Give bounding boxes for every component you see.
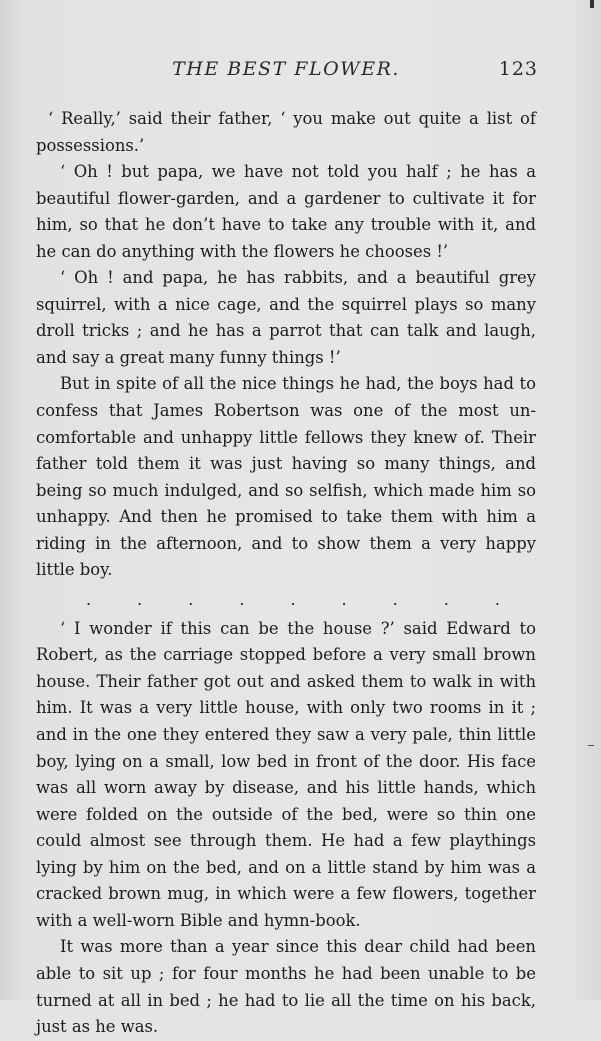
paragraph: ‘ I wonder if this can be the house ?’ said Edward to Robert, as the carriage stopped before a very small brown house. Their father got out and asked them to walk in with him. It was a very little house, with only two rooms in it ; and in the one they entered they saw a very pale, thin little boy, lying on a small, low bed in front of the door. His face was all worn away by disease, and his little hands, which were folded on the outside of the bed, were so thin one could almost see through them. He had a few playthings lying by him on the bed, and on a little stand by him was a cracked brown mug, in which were a few flowers, together with a well-worn Bible and hymn-book.: [36, 618, 536, 930]
section-break-dot: .: [341, 589, 347, 609]
section-break: [36, 588, 536, 612]
section-break-dot: .: [392, 589, 398, 609]
section-break-dot: .: [137, 589, 143, 609]
body-text: [36, 106, 536, 1041]
running-title: THE BEST FLOWER.: [172, 58, 400, 80]
section-break-dot: .: [443, 589, 449, 609]
section-break-dot: .: [188, 589, 194, 609]
section-break-dot: .: [494, 589, 500, 609]
section-break-dot: .: [239, 589, 245, 609]
paragraph: ‘ Oh ! but papa, we have not told you half ; he has a beautiful flower-garden, and a gardener to cultivate it for him, so that he don’t have to take any trouble with it, and he can do anything with the flowers he chooses !’: [36, 162, 536, 261]
paragraph: But in spite of all the nice things he had, the boys had to confess that James Robertson was one of the most un-comfortable and unhappy little fellows they knew of. Their father told them it was just having so many things, and being so much indulged, and so selfish, which made him so unhappy. And then he promised to take them with him a riding in the afternoon, and to show them a very happy little boy.: [36, 374, 536, 580]
margin-mark: [588, 745, 594, 746]
paragraph: ‘ Really,’ said their father, ‘ you make out quite a list of possessions.’: [36, 109, 536, 155]
section-break-dot: .: [86, 589, 92, 609]
page-edge-mark: [590, 0, 594, 8]
section-break-dot: .: [290, 589, 296, 609]
paragraph: It was more than a year since this dear child had been able to sit up ; for four months he had been unable to be turned at all in bed ; he had to lie all the time on his back, just as he was.: [36, 937, 536, 1037]
page-number: 123: [498, 58, 538, 80]
running-head: [34, 58, 538, 88]
paragraph: ‘ Oh ! and papa, he has rabbits, and a beautiful grey squirrel, with a nice cage, and the squirrel plays so many droll tricks ; and he has a parrot that can talk and laugh, and say a great many funny things !’: [36, 268, 536, 367]
